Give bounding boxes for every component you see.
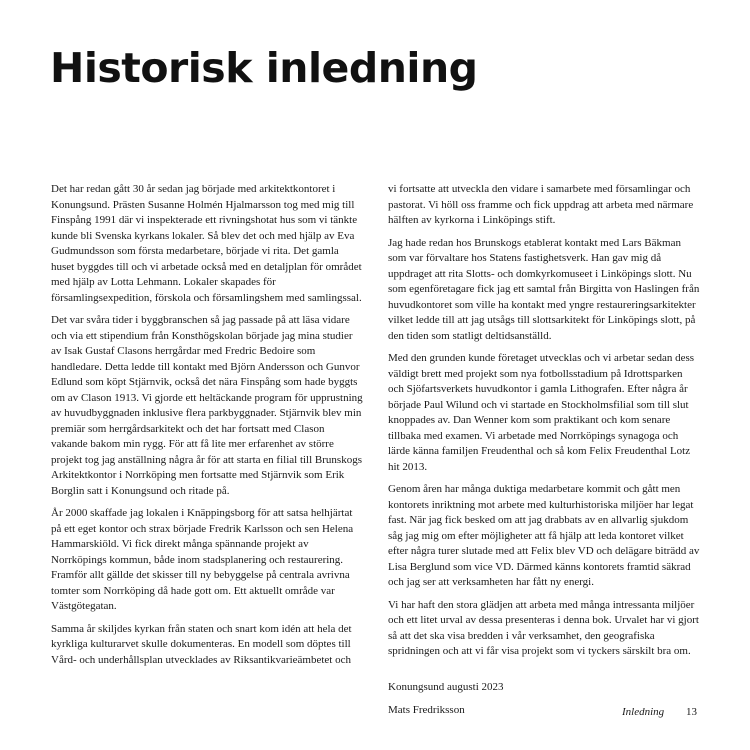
body-paragraph: Samma år skiljdes kyrkan från staten och snart kom idén att hela det kyrkliga kulturarvet skulle dokumenteras. En modell som döptes till Vård- och underhållsplan utvecklades av Riksantikvarieämbetet och [51, 622, 352, 666]
page-title: Historisk inledning [50, 44, 478, 92]
body-paragraph: Jag hade redan hos Brunskogs etablerat kontakt med Lars Bäkman som var förvaltare hos Statens fastighetsverk. Han gav mig då uppdraget att rita Slotts- och domkyrkomuseet i Linköpings slott. Nu som egenföretagare fick jag ett samtal från Birgitta von Haslingen från huvudkontoret som ville ha kontakt med yngre restaureringsarkitekter vilket ledde till att jag utsågs till slottsarkitekt för Linköpings slott, på den tiden som statligt deltidsanställd. [388, 236, 700, 342]
body-paragraph: År 2000 skaffade jag lokalen i Knäppingsborg för att satsa helhjärtat på ett eget kontor och strax började Fredrik Karlsson och sen Helena Hammarskiöld. Vi fick direkt många spännande projekt av Norrköpings kommun, både inom stadsplanering och restaurering. Framför allt gällde det skisser till ny bebyggelse på centrala avrivna tomter som Norrköping då hade gott om. Ett aktuellt område var Västgötegatan. [51, 507, 354, 612]
signoff-author: Mats Fredriksson [388, 704, 465, 716]
signoff-place-date: Konungsund augusti 2023 [388, 680, 504, 693]
footer-section-name: Inledning [622, 706, 665, 718]
body-paragraph: Vi har haft den stora glädjen att arbeta med många intressanta miljöer och ett litet urval av dessa presenteras i denna bok. Urvalet har vi gjort så att det ska visa bredden i vår verksamhet, den geografiska spridningen och att vi får visa projekt som vi tyckers särskilt bra om. [388, 598, 699, 657]
right-column [388, 182, 700, 727]
body-paragraph: vi fortsatte att utveckla den vidare i samarbete med församlingar och pastorat. Vi höll oss framme och fick uppdrag att arbeta med närmare hälften av kyrkorna i Linköpings stift. [388, 183, 694, 226]
page-footer [622, 706, 702, 718]
body-paragraph: Det har redan gått 30 år sedan jag började med arkitektkontoret i Konungsund. Prästen Susanne Holmén Hjalmarsson tog med mig till Finspång 1991 där vi inspekterade ett rivningshotat hus som vi tänkte kunde bli Svenska kyrkans lokaler. Så blev det och med hjälp av Eva Gudmundsson som första medarbetare, började vi rita. Det gamla huset byggdes till och vi arbetade också med en detaljplan för området med hjälp av Lotta Lehmann. Lokaler skapades för församlingsexpedition, förskola och församlingshem med samlingssal. [51, 183, 362, 304]
body-paragraph: Med den grunden kunde företaget utvecklas och vi arbetar sedan dess väldigt brett med projekt som nya fotbollsstadium på Idrottsparken och Sjöfartsverkets huvudkontor i gamla Lithografen. Efter några år började Paul Wilund och vi startade en Stockholmsfilial som till slut knoppades av. Dan Wenner kom som praktikant och kom senare tillbaka med examen. Vi arbetade med Norrköpings synagoga och lärde känna familjen Freudenthal och så kom Felix Freudenthal Lotz hit 2013. [388, 352, 695, 473]
page-number: 13 [686, 706, 697, 718]
body-paragraph: Genom åren har många duktiga medarbetare kommit och gått men kontorets inriktning mot arbete med kulturhistoriska miljöer har legat fast. När jag fick besked om att jag drabbats av en allvarlig sjukdom såg jag mig om efter möjligheter att få hjälp att leda kontoret vilket efter några turer slutade med att Felix blev VD och delägare biträdd av Lisa Berglund som vice VD. Därmed känns kontorets framtid säkrad och jag ser att verksamheten har fått ny energi. [388, 483, 700, 588]
left-column [51, 182, 363, 675]
body-paragraph: Det var svåra tider i byggbranschen så jag passade på att läsa vidare och via ett stipendium från Konsthögskolan började jag mina studier av Isak Gustaf Clasons herrgårdar med Fredric Bedoire som handledare. Detta ledde till kontakt med Björn Andersson och Gunvor Edlund som köpt Stjärnvik, också det nära Finspång som hade byggts om av Clason 1913. Vi gjorde ett heltäckande program för upprustning av huvudbyggnaden inklusive flera parkbyggnader. Stjärnvik blev min premiär som herrgårdsarkitekt och det har fortsatt med Clason vakande bakom min rygg. För att få lite mer erfarenhet av större projekt tog jag anställning några år för att starta en filial till Brunskogs Arkitektkontor i Norrköping men fortsatte med Stjärnvik som Erik Borglin satt i Konungsund och ritade på. [51, 314, 363, 497]
